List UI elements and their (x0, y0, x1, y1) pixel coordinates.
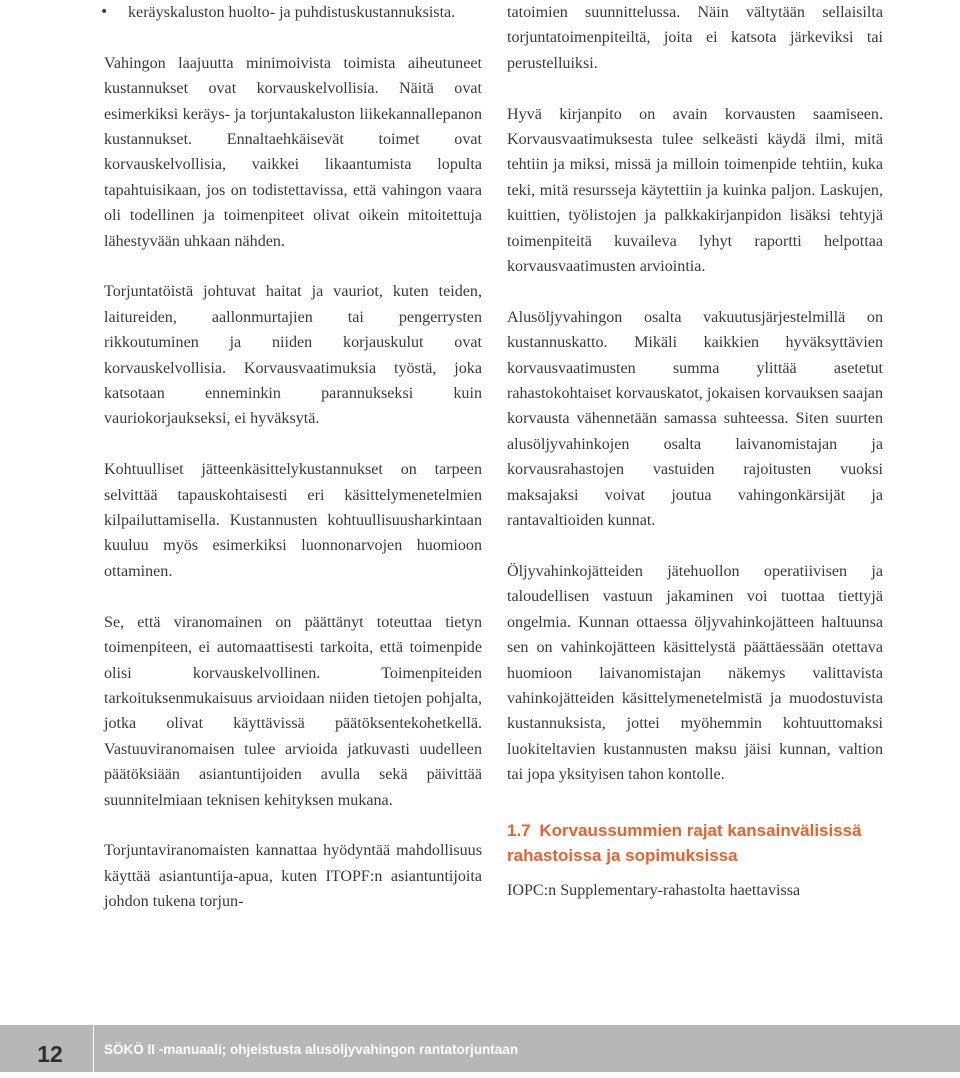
section-title: Korvaussummien rajat kansainvälisissä rahastoissa ja sopimuksissa (507, 820, 862, 865)
paragraph: Öljyvahinkojätteiden jätehuollon operatiivisen ja taloudellisen vastuun jakaminen voi tuottaa tiettyjä ongelmia. Kunnan ottaessa öljyvahinkojätteen haltuunsa sen on vahinkojätteen käsittelystä päättäessään otettava huomioon laivanomistajan näkemys valittavista vahinkojätteiden käsittelymenetelmistä ja muodostuvista kustannuksista, jottei myöhemmin kohtuuttomaksi luokiteltavien kustannusten maksu jäisi kunnan, valtion tai jopa yksityisen tahon kontolle. (507, 562, 883, 784)
paragraph: Kohtuulliset jätteenkäsittelykustannukset on tarpeen selvittää tapauskohtaisesti eri käsittelymenetelmien kilpailuttamisella. Kustannusten kohtuullisuusharkintaan kuuluu myös esimerkiksi luonnonarvojen huomioon ottaminen. (104, 461, 482, 580)
bullet-icon: • (100, 4, 109, 20)
page-footer (0, 1025, 960, 1072)
section-number: 1.7 (507, 820, 531, 840)
right-column (507, 0, 883, 928)
left-column (100, 0, 482, 940)
paragraph: Vahingon laajuutta minimoivista toimista aiheutuneet kustannukset ovat korvauskelvollisia. Näitä ovat esimerkiksi keräys- ja torjuntakaluston liikekannallepanon kustannukset. Ennaltaehkäisevät toimet ovat korvauskelvollisia, vaikkei likaantumista lopulta tapahtuisikaan, jos on todistettavissa, että vahingon vaara oli todellinen ja toimenpiteet olivat oikein mitoitettuja lähestyvään uhkaan nähden. (104, 54, 482, 250)
paragraph: Alusöljyvahingon osalta vakuutusjärjestelmillä on kustannuskatto. Mikäli kaikkien hyväksyttävien korvausvaatimusten summa ylittää asetetut rahastokohtaiset korvauskatot, jokaisen korvauksen saajan korvausta vähennetään samassa suhteessa. Siten suurten alusöljyvahinkojen osalta laivanomistajan ja korvausrahastojen vastuiden rajoitusten vuoksi maksajaksi voivat joutua vahingonkärsijät ja rantavaltioiden kunnat. (507, 308, 883, 530)
paragraph: Se, että viranomainen on päättänyt toteuttaa tietyn toimenpiteen, ei automaattisesti tarkoita, että toimenpide olisi korvauskelvollinen. Toimenpiteiden tarkoituksenmukaisuus arvioidaan niiden tietojen pohjalta, jotka olivat käyttävissä päätöksentekohetkellä. Vastuuviranomaisen tulee arvioida jatkuvasti uudelleen päätöksiään asiantuntijoiden avulla sekä päivittää suunnitelmiaan teknisen kehityksen mukana. (104, 613, 482, 809)
paragraph: Hyvä kirjanpito on avain korvausten saamiseen. Korvausvaatimuksesta tulee selkeästi käydä ilmi, mitä tehtiin ja miksi, missä ja milloin toimenpide tehtiin, kuka teki, mitä resursseja käytettiin ja kuinka paljon. Laskujen, kuittien, työlistojen ja palkkakirjanpidon lisäksi tehtyjä toimenpiteitä kuvaileva lyhyt raportti helpottaa korvausvaatimusten arviointia. (507, 105, 883, 276)
bullet-list (100, 0, 482, 25)
page-number: 12 (37, 1041, 63, 1067)
section-heading (507, 818, 883, 868)
footer-divider (93, 1025, 94, 1072)
paragraph: Torjuntaviranomaisten kannattaa hyödyntää mahdollisuus käyttää asiantuntija-apua, kuten ITOPF:n asiantuntijoita johdon tukena torjun- (104, 842, 482, 911)
paragraph: Torjuntatöistä johtuvat haitat ja vauriot, kuten teiden, laitureiden, aallonmurtajien tai pengerrysten rikkoutuminen ja niiden korjauskulut ovat korvauskelvollisia. Korvausvaatimuksia työstä, joka katsotaan enneminkin parannukseksi kuin vauriokorjaukseksi, ei hyväksytä. (104, 283, 482, 428)
paragraph: tatoimien suunnittelussa. Näin vältytään sellaisilta torjuntatoimenpiteiltä, joita ei katsota järkeviksi tai perustelluiksi. (507, 4, 883, 72)
paragraph: IOPC:n Supplementary-rahastolta haettavissa (507, 881, 801, 899)
bullet-text: keräyskaluston huolto- ja puhdistuskustannuksista. (128, 4, 456, 21)
list-item (100, 0, 482, 25)
footer-title: SÖKÖ II -manuaali; ohjeistusta alusöljyvahingon rantatorjuntaan (104, 1042, 519, 1057)
